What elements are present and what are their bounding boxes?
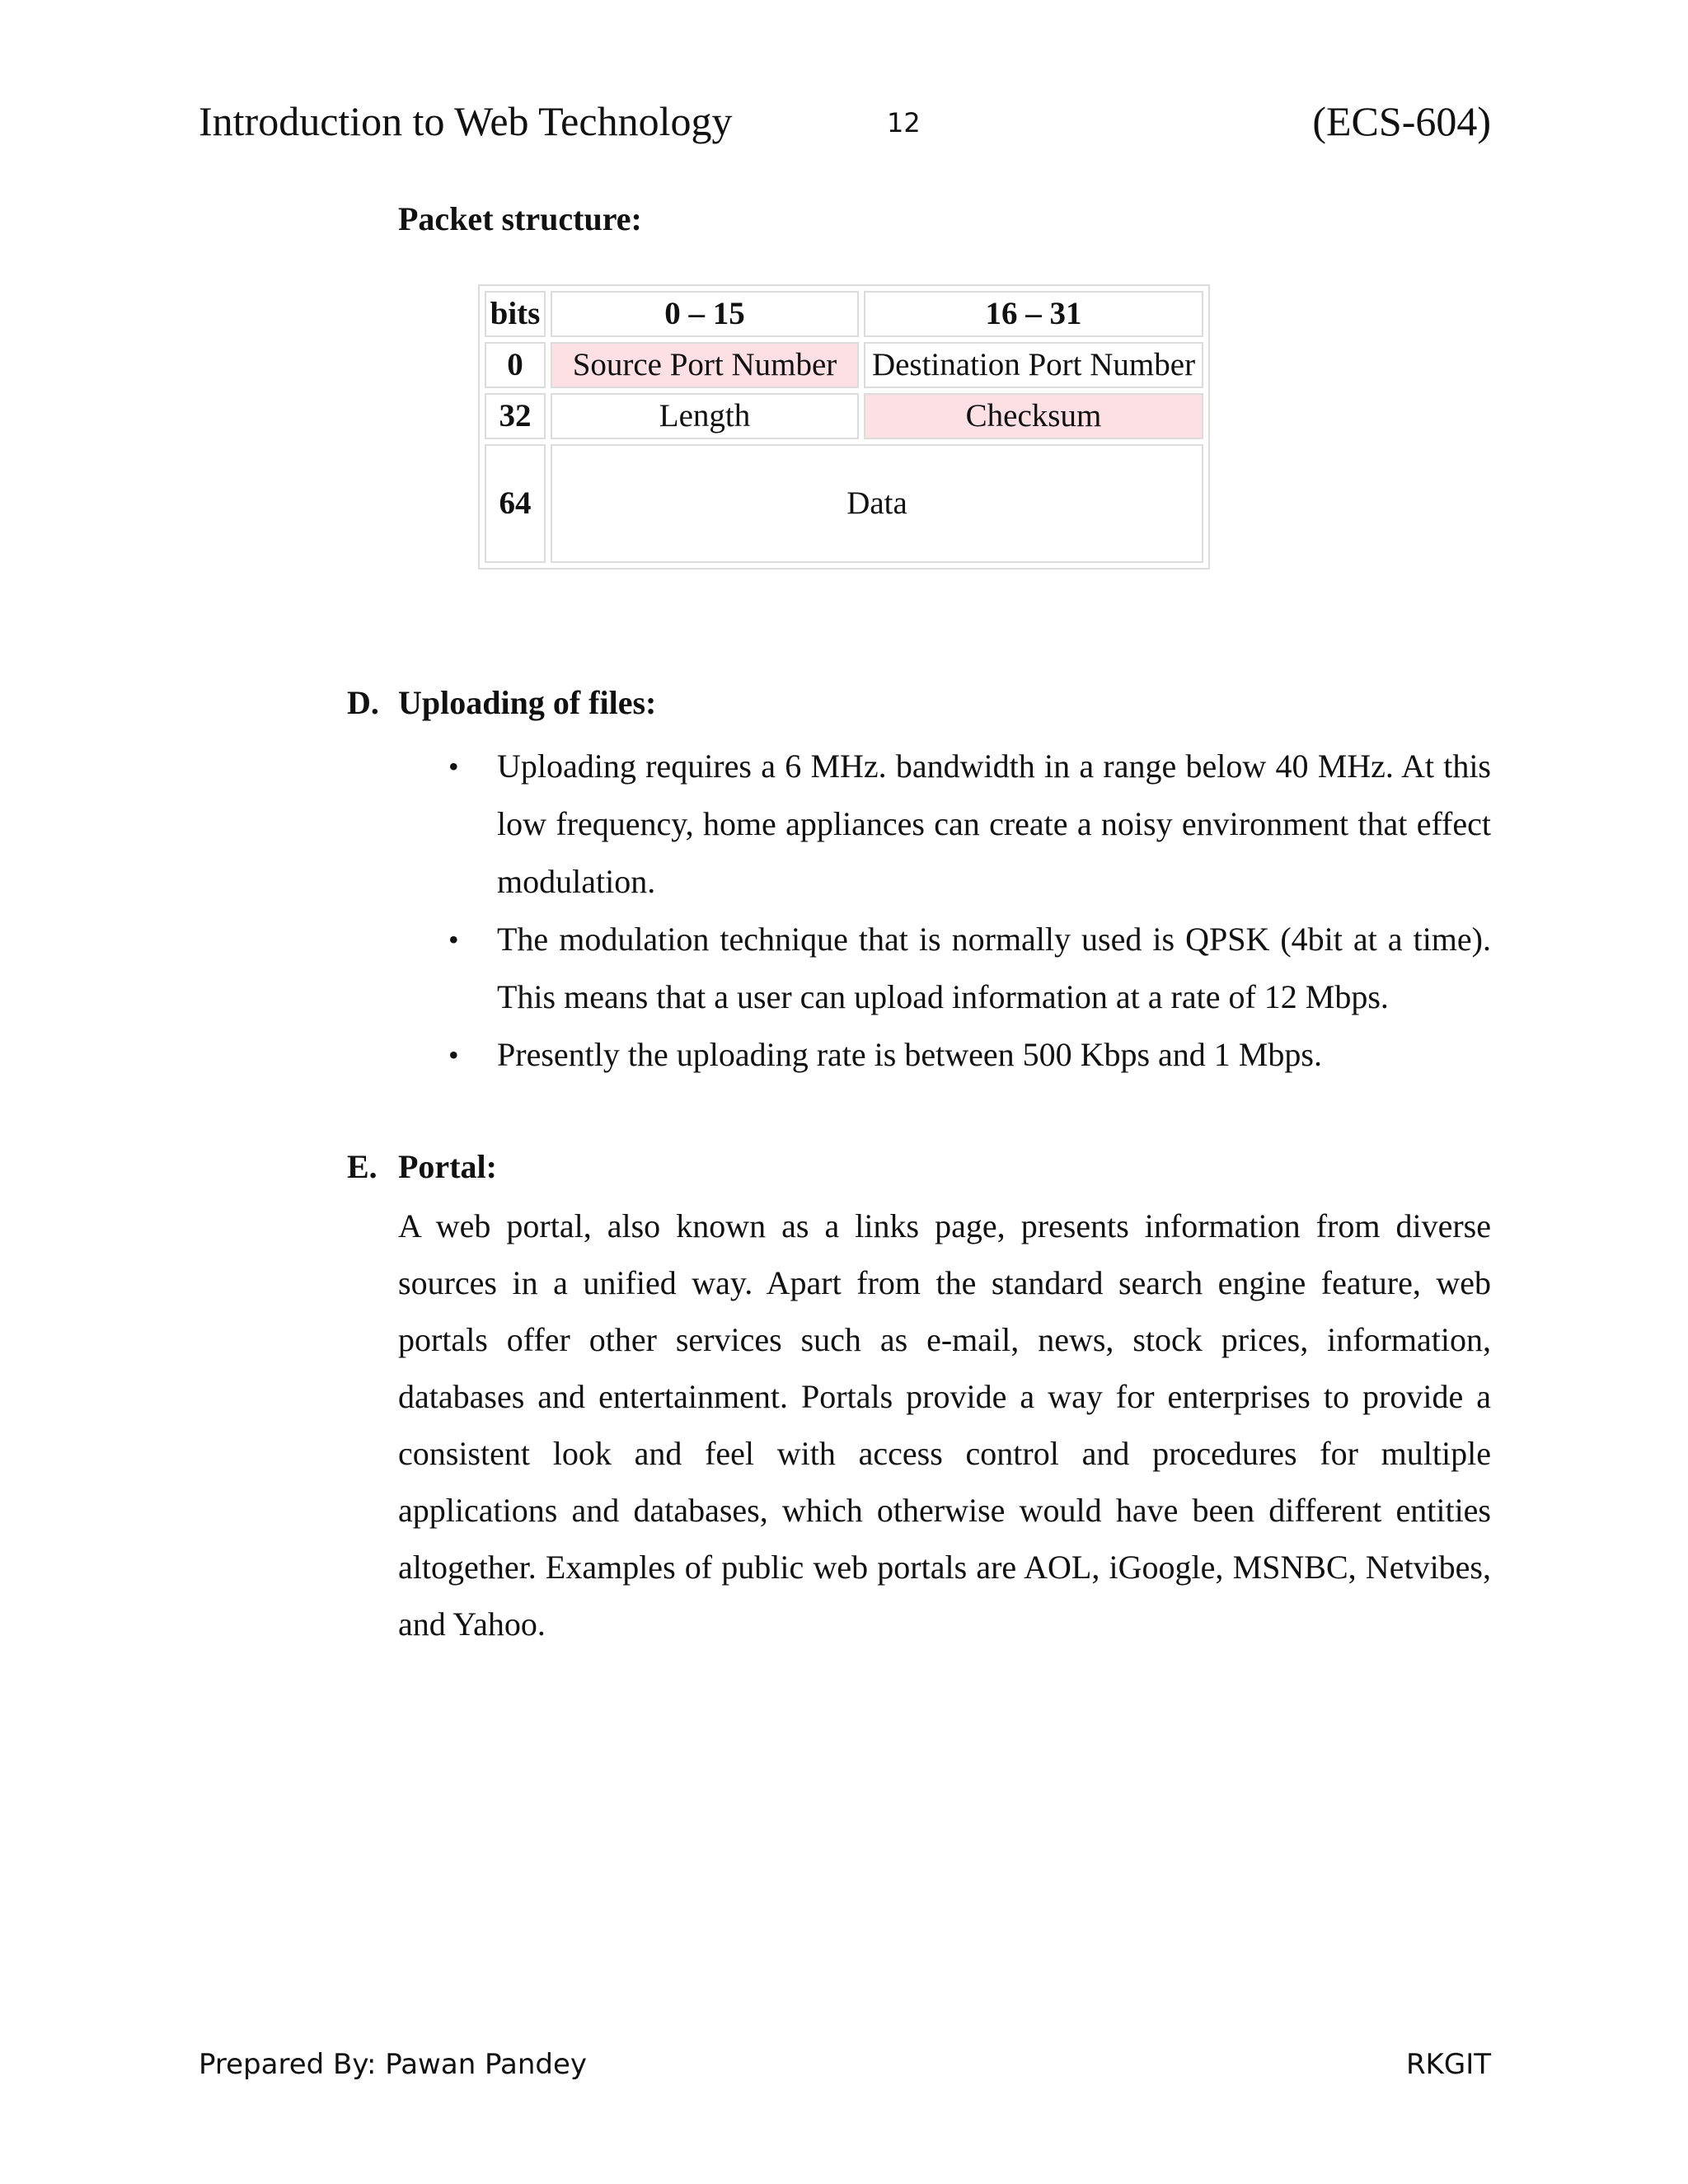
- table-cell: Source Port Number: [551, 342, 859, 388]
- list-item: [434, 738, 1491, 911]
- list-item: [434, 911, 1491, 1026]
- bullet-icon: •: [448, 923, 459, 956]
- list-item-text: Uploading requires a 6 MHz. bandwidth in a range below 40 MHz. At this low frequency, home appliances can create a noisy environment that effect modulation.: [497, 748, 1491, 900]
- table-row-bits: 64: [485, 444, 546, 563]
- table-header-cell: 16 – 31: [864, 291, 1203, 337]
- section-letter: E.: [347, 1148, 377, 1185]
- list-item: [434, 1026, 1491, 1084]
- section-heading: [347, 680, 1491, 726]
- table-header-cell: 0 – 15: [551, 291, 859, 337]
- table-row: [485, 342, 1203, 388]
- table-cell: Destination Port Number: [864, 342, 1203, 388]
- footer-institution: RKGIT: [1405, 2048, 1491, 2081]
- bullet-icon: •: [448, 750, 459, 783]
- table-header-row: [485, 291, 1203, 337]
- course-code: (ECS-604): [1312, 98, 1491, 144]
- section-letter: D.: [347, 684, 379, 721]
- page-number: 12: [887, 107, 921, 138]
- section-portal: [347, 1144, 1491, 1190]
- table-row: [485, 393, 1203, 439]
- section-uploading: [347, 680, 1491, 726]
- list-item-text: The modulation technique that is normally used is QPSK (4bit at a time). This means that a user can upload information at a rate of 12 Mbps.: [497, 921, 1491, 1015]
- table-cell: Checksum: [864, 393, 1203, 439]
- section-title: Uploading of files:: [398, 684, 657, 721]
- table-cell: Length: [551, 393, 859, 439]
- page-header: [199, 92, 1491, 150]
- document-title: Introduction to Web Technology: [199, 98, 733, 144]
- section-heading: [347, 1144, 1491, 1190]
- packet-structure-heading: Packet structure:: [398, 200, 642, 237]
- table-row-bits: 32: [485, 393, 546, 439]
- portal-paragraph: A web portal, also known as a links page, presents information from diverse sources in a unified way. Apart from the standard search engine feature, web portals offer other services such as e-mail, news, stock prices, information, databases and entertainment. Portals provide a way for enterprises to provide a consistent look and feel with access control and procedures for multiple applications and databases, which otherwise would have been different entities altogether. Examples of public web portals are AOL, iGoogle, MSNBC, Netvibes, and Yahoo.: [398, 1207, 1491, 1643]
- uploading-bullet-list: [434, 738, 1491, 1084]
- section-title: Portal:: [398, 1148, 497, 1185]
- bullet-icon: •: [448, 1038, 459, 1071]
- list-item-text: Presently the uploading rate is between 500 Kbps and 1 Mbps.: [497, 1036, 1322, 1073]
- table-row-bits: 0: [485, 342, 546, 388]
- table-cell: Data: [551, 444, 1203, 563]
- table-header-cell: bits: [485, 291, 546, 337]
- packet-structure-table: [478, 284, 1210, 569]
- table-row: [485, 444, 1203, 563]
- footer-author: Prepared By: Pawan Pandey: [199, 2048, 588, 2081]
